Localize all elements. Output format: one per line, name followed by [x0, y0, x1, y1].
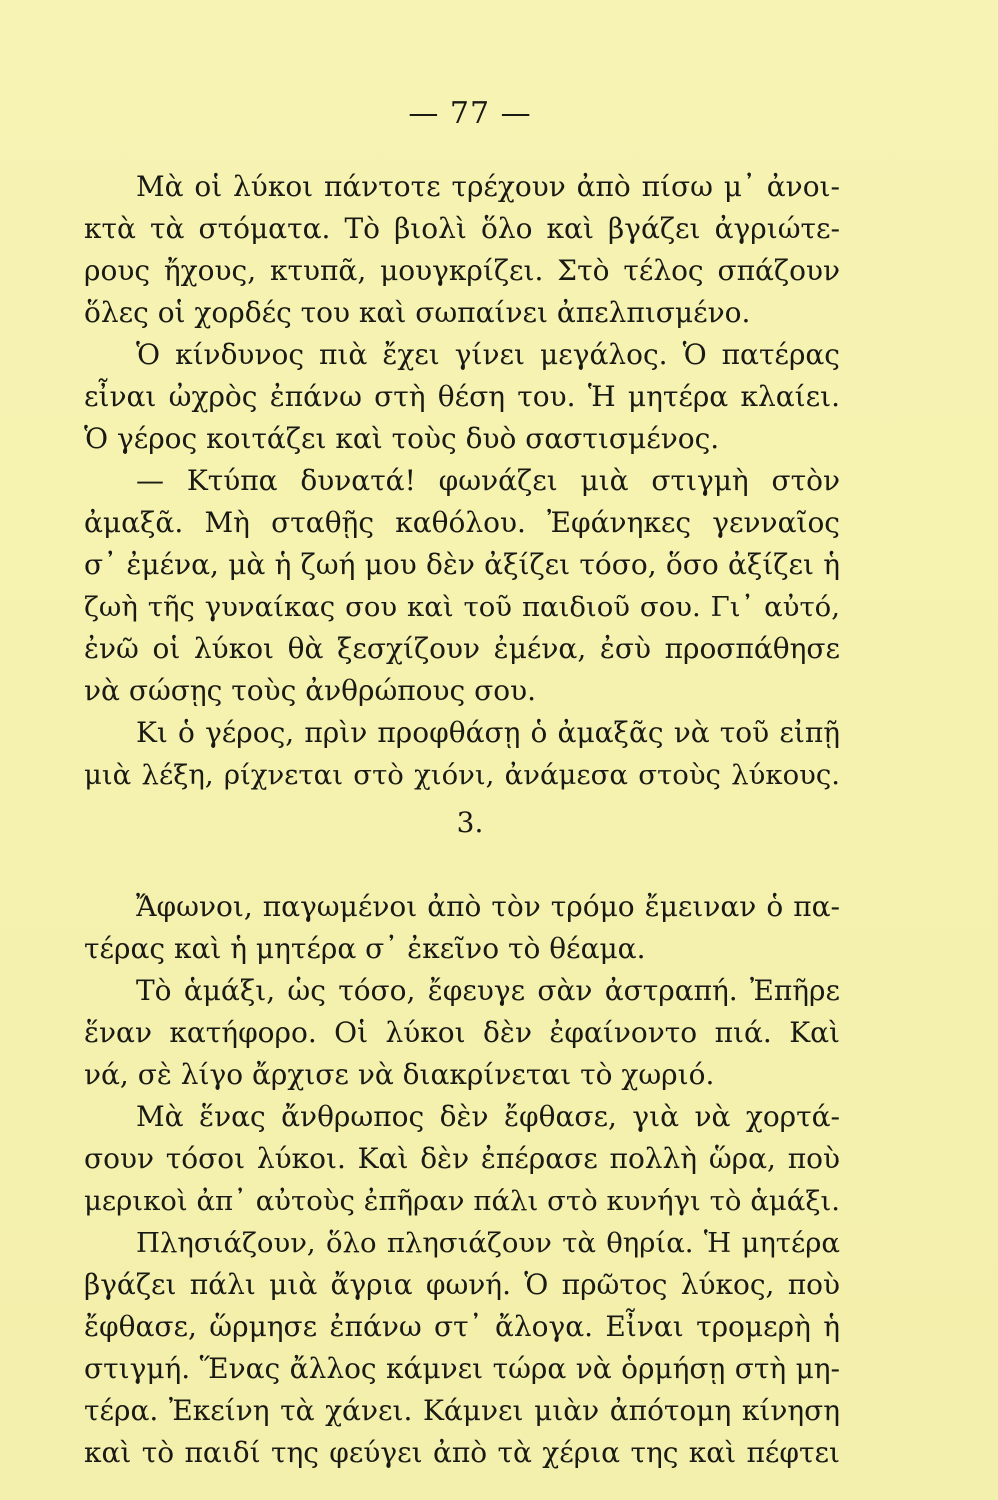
text-line: τέρας καὶ ἡ μητέρα σ᾿ ἐκεῖνο τὸ θέαμα. — [84, 932, 646, 965]
text-line: κτὰ τὰ στόματα. Τὸ βιολὶ ὅλο καὶ βγάζει ἀγριώτε- — [84, 212, 840, 245]
text-line: Μὰ οἱ λύκοι πάντοτε τρέχουν ἀπὸ πίσω μ᾿ ἀνοι- — [136, 170, 840, 203]
page-number: — 77 — — [408, 96, 532, 131]
text-line: σουν τόσοι λύκοι. Καὶ δὲν ἐπέρασε πολλὴ ὥρα, ποὺ — [84, 1142, 840, 1175]
text-line: Κι ὁ γέρος, πρὶν προφθάσῃ ὁ ἀμαξᾶς νὰ τοῦ εἰπῇ — [136, 716, 840, 749]
text-line: Ὁ κίνδυνος πιὰ ἔχει γίνει μεγάλος. Ὁ πατέρας — [136, 338, 840, 371]
section-number: 3. — [456, 806, 484, 839]
text-line: ἕναν κατήφορο. Οἱ λύκοι δὲν ἐφαίνοντο πιά. Καὶ — [84, 1016, 840, 1049]
text-line: ἀμαξᾶ. Μὴ σταθῇς καθόλου. Ἐφάνηκες γενναῖος — [84, 506, 840, 539]
text-line: ὅλες οἱ χορδές του καὶ σωπαίνει ἀπελπισμένο. — [84, 296, 751, 329]
text-line: ἔφθασε, ὥρμησε ἐπάνω στ᾿ ἄλογα. Εἶναι τρομερὴ ἡ — [84, 1310, 840, 1343]
text-line: εἶναι ὠχρὸς ἐπάνω στὴ θέση του. Ἡ μητέρα κλαίει. — [84, 380, 840, 413]
text-line: Τὸ ἁμάξι, ὡς τόσο, ἔφευγε σὰν ἀστραπή. Ἐπῆρε — [136, 974, 840, 1007]
text-line: Πλησιάζουν, ὅλο πλησιάζουν τὰ θηρία. Ἡ μητέρα — [136, 1227, 840, 1259]
text-line: καὶ τὸ παιδί της φεύγει ἀπὸ τὰ χέρια της καὶ πέφτει — [84, 1436, 840, 1469]
text-line: νὰ σώσῃς τοὺς ἀνθρώπους σου. — [84, 674, 537, 707]
text-line: Ὁ γέρος κοιτάζει καὶ τοὺς δυὸ σαστισμένος. — [84, 422, 720, 455]
text-line: — Κτύπα δυνατά! φωνάζει μιὰ στιγμὴ στὸν — [136, 464, 840, 497]
text-block-2 — [84, 886, 840, 1474]
text-line: μιὰ λέξη, ρίχνεται στὸ χιόνι, ἀνάμεσα στοὺς λύκους. — [84, 759, 840, 791]
text-line: μερικοὶ ἀπ᾿ αὐτοὺς ἐπῆραν πάλι στὸ κυνήγι τὸ ἁμάξι. — [84, 1185, 840, 1217]
text-line: ἐνῶ οἱ λύκοι θὰ ξεσχίζουν ἐμένα, ἐσὺ προσπάθησε — [84, 632, 840, 665]
text-line: στιγμή. Ἕνας ἄλλος κάμνει τώρα νὰ ὁρμήσῃ στὴ μη- — [84, 1352, 840, 1385]
text-block-1 — [84, 166, 840, 796]
text-line: σ᾿ ἐμένα, μὰ ἡ ζωή μου δὲν ἀξίζει τόσο, ὅσο ἀξίζει ἡ — [84, 548, 840, 581]
text-line: βγάζει πάλι μιὰ ἄγρια φωνή. Ὁ πρῶτος λύκος, ποὺ — [84, 1268, 840, 1301]
text-line: Μὰ ἕνας ἄνθρωπος δὲν ἔφθασε, γιὰ νὰ χορτά- — [136, 1100, 840, 1133]
text-line: νά, σὲ λίγο ἄρχισε νὰ διακρίνεται τὸ χωριό. — [84, 1058, 715, 1091]
text-line: Ἄφωνοι, παγωμένοι ἀπὸ τὸν τρόμο ἔμειναν ὁ πα- — [136, 890, 840, 923]
text-line: ζωὴ τῆς γυναίκας σου καὶ τοῦ παιδιοῦ σου. Γι᾿ αὐτό, — [84, 591, 840, 623]
text-line: τέρα. Ἐκείνη τὰ χάνει. Κάμνει μιὰν ἀπότομη κίνηση — [84, 1394, 840, 1427]
text-line: ρους ἤχους, κτυπᾶ, μουγκρίζει. Στὸ τέλος σπάζουν — [84, 254, 840, 287]
